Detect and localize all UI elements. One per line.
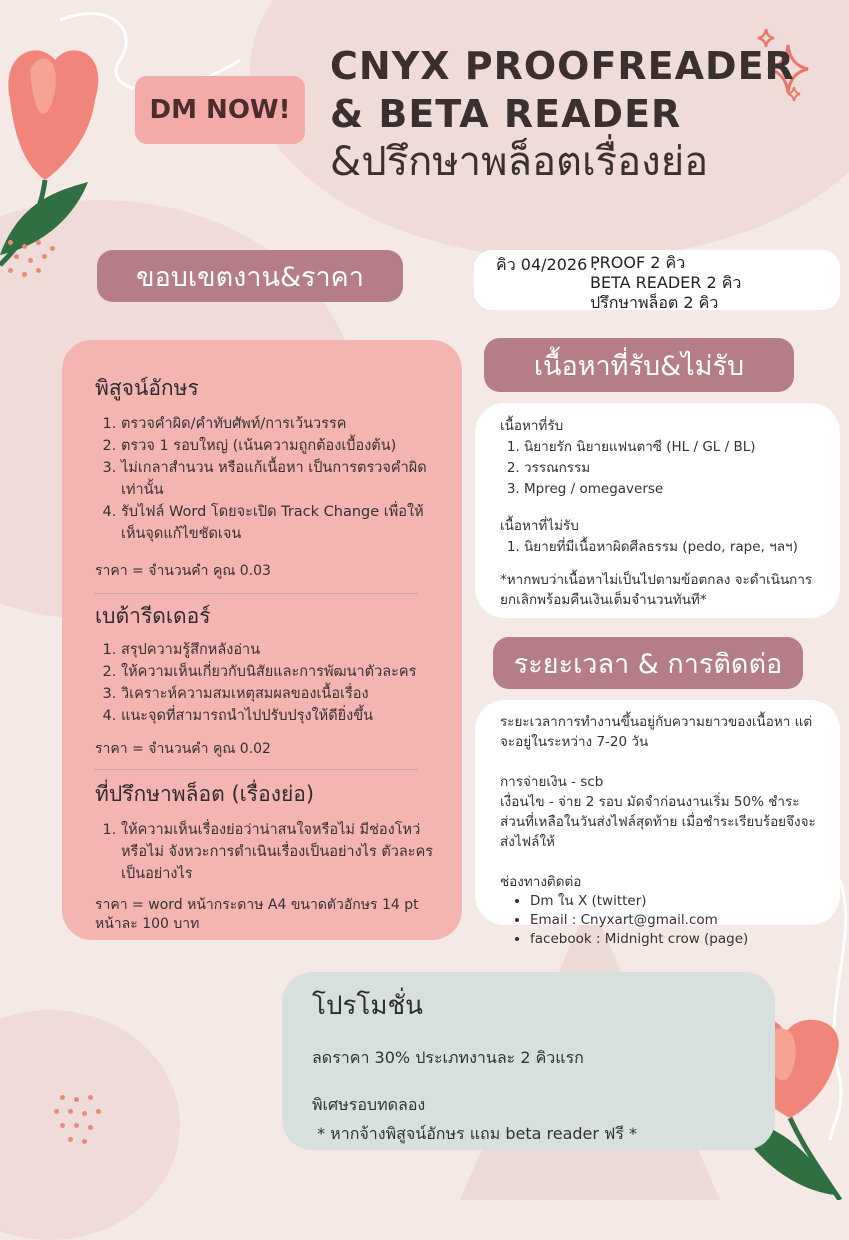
list-item: 3. ไม่เกลาสำนวน หรือแก้เนื้อหา เป็นการตรวจคำผิดเท่านั้น <box>121 457 445 501</box>
plot-title: ที่ปรึกษาพล็อต (เรื่องย่อ) <box>95 782 315 806</box>
beta-list <box>95 639 445 727</box>
plot-list <box>95 819 435 885</box>
divider <box>95 769 417 770</box>
title-line-3: &ปรึกษาพล็อตเรื่องย่อ <box>330 139 709 185</box>
content-header-label: เนื้อหาที่รับ&ไม่รับ <box>533 350 745 382</box>
list-item: 1. นิยายที่มีเนื้อหาผิดศีลธรรม (pedo, rape, ฯลฯ) <box>524 537 820 558</box>
promo-section <box>312 985 762 1147</box>
plot-section <box>95 778 435 885</box>
reject-list <box>500 537 820 558</box>
list-item: 1. นิยายรัก นิยายแฟนตาซี (HL / GL / BL) <box>524 437 820 458</box>
scope-header <box>97 250 403 302</box>
contact-item: • Email : Cnyxart@gmail.com <box>530 911 820 930</box>
beta-title: เบต้ารีดเดอร์ <box>95 604 211 628</box>
list-item: 1. ให้ความเห็นเรื่องย่อว่าน่าสนใจหรือไม่ มีช่องโหว่หรือไม่ จังหวะการดำเนินเรื่องเป็นอย่างไร ตัวละครเป็นอย่างไร <box>121 819 435 885</box>
title-line-1: CNYX PROOFREADER <box>330 44 795 88</box>
decorative-dots-bottom <box>50 1095 110 1155</box>
content-header <box>484 338 794 392</box>
list-item: 2. ให้ความเห็นเกี่ยวกับนิสัยและการพัฒนาตัวละคร <box>121 661 445 683</box>
queue-list <box>590 253 741 313</box>
proofreading-price: ราคา = จำนวนคำ คูณ 0.03 <box>95 563 271 579</box>
dm-now-badge <box>135 76 305 144</box>
contact-label: ช่องทางติดต่อ <box>500 874 582 890</box>
promo-line-1: ลดราคา 30% ประเภทงานละ 2 คิวแรก <box>312 1048 584 1067</box>
plot-price <box>95 896 419 934</box>
timing-header-label: ระยะเวลา & การติดต่อ <box>513 648 783 680</box>
promo-line-3: * หากจ้างพิสูจน์อักษร แถม beta reader ฟรี * <box>312 1124 638 1143</box>
proofreading-title: พิสูจน์อักษร <box>95 376 199 400</box>
contact-list <box>500 892 820 949</box>
accept-list <box>500 437 820 500</box>
payment-label: การจ่ายเงิน - scb <box>500 774 604 790</box>
list-item: 3. Mpreg / omegaverse <box>524 479 820 500</box>
contact-item: • facebook : Midnight crow (page) <box>530 930 820 949</box>
accept-label: เนื้อหาที่รับ <box>500 418 564 434</box>
duration-text: ระยะเวลาการทำงานขึ้นอยู่กับความยาวของเนื้อหา แต่จะอยู่ในระหว่าง 7-20 วัน <box>500 714 813 750</box>
content-section <box>500 416 820 610</box>
list-item: 1. สรุปความรู้สึกหลังอ่าน <box>121 639 445 661</box>
contact-item: • Dm ใน X (twitter) <box>530 892 820 911</box>
list-item: 3. วิเคราะห์ความสมเหตุสมผลของเนื้อเรื่อง <box>121 683 445 705</box>
content-note: *หากพบว่าเนื้อหาไม่เป็นไปตามข้อตกลง จะดำเนินการยกเลิกพร้อมคืนเงินเต็มจำนวนทันที* <box>500 572 813 608</box>
list-item: 4. รับไฟล์ Word โดยจะเปิด Track Change เพื่อให้เห็นจุดแก้ไขชัดเจน <box>121 501 445 545</box>
beta-section <box>95 600 445 727</box>
payment-text: เงื่อนไข - จ่าย 2 รอบ มัดจำก่อนงานเริ่ม 50% ชำระส่วนที่เหลือในวันส่งไฟล์สุดท้าย เมื่อชำระเรียบร้อยจึงจะส่งไฟล์ให้ <box>500 794 816 850</box>
list-item: 4. แนะจุดที่สามารถนำไปปรับปรุงให้ดียิ่งขึ้น <box>121 705 445 727</box>
timing-section <box>500 712 820 949</box>
promo-title: โปรโมชั่น <box>312 991 423 1021</box>
beta-price: ราคา = จำนวนคำ คูณ 0.02 <box>95 741 271 757</box>
scope-header-label: ขอบเขตงาน&ราคา <box>136 261 364 293</box>
title-line-2: & BETA READER <box>330 92 682 136</box>
dm-now-label: DM NOW! <box>149 95 291 125</box>
decorative-dots-left <box>8 240 68 280</box>
reject-label: เนื้อหาที่ไม่รับ <box>500 518 579 534</box>
divider <box>95 593 417 594</box>
promo-line-2: พิเศษรอบทดลอง <box>312 1095 426 1114</box>
list-item: 2. วรรณกรรม <box>524 458 820 479</box>
page-title <box>330 42 795 186</box>
timing-header <box>493 637 803 689</box>
proofreading-list <box>95 413 445 545</box>
plot-price-line-1: ราคา = word หน้ากระดาษ A4 ขนาดตัวอักษร 14 pt <box>95 897 419 913</box>
queue-label: คิว 04/2026 : <box>496 255 598 274</box>
plot-price-line-2: หน้าละ 100 บาท <box>95 916 200 932</box>
list-item: 2. ตรวจ 1 รอบใหญ่ (เน้นความถูกต้องเบื้องต้น) <box>121 435 445 457</box>
queue-item: ปรึกษาพล็อต 2 คิว <box>590 293 719 312</box>
queue-item: PROOF 2 คิว <box>590 253 686 272</box>
queue-item: BETA READER 2 คิว <box>590 273 742 292</box>
list-item: 1. ตรวจคำผิด/คำทับศัพท์/การเว้นวรรค <box>121 413 445 435</box>
proofreading-section <box>95 372 445 545</box>
